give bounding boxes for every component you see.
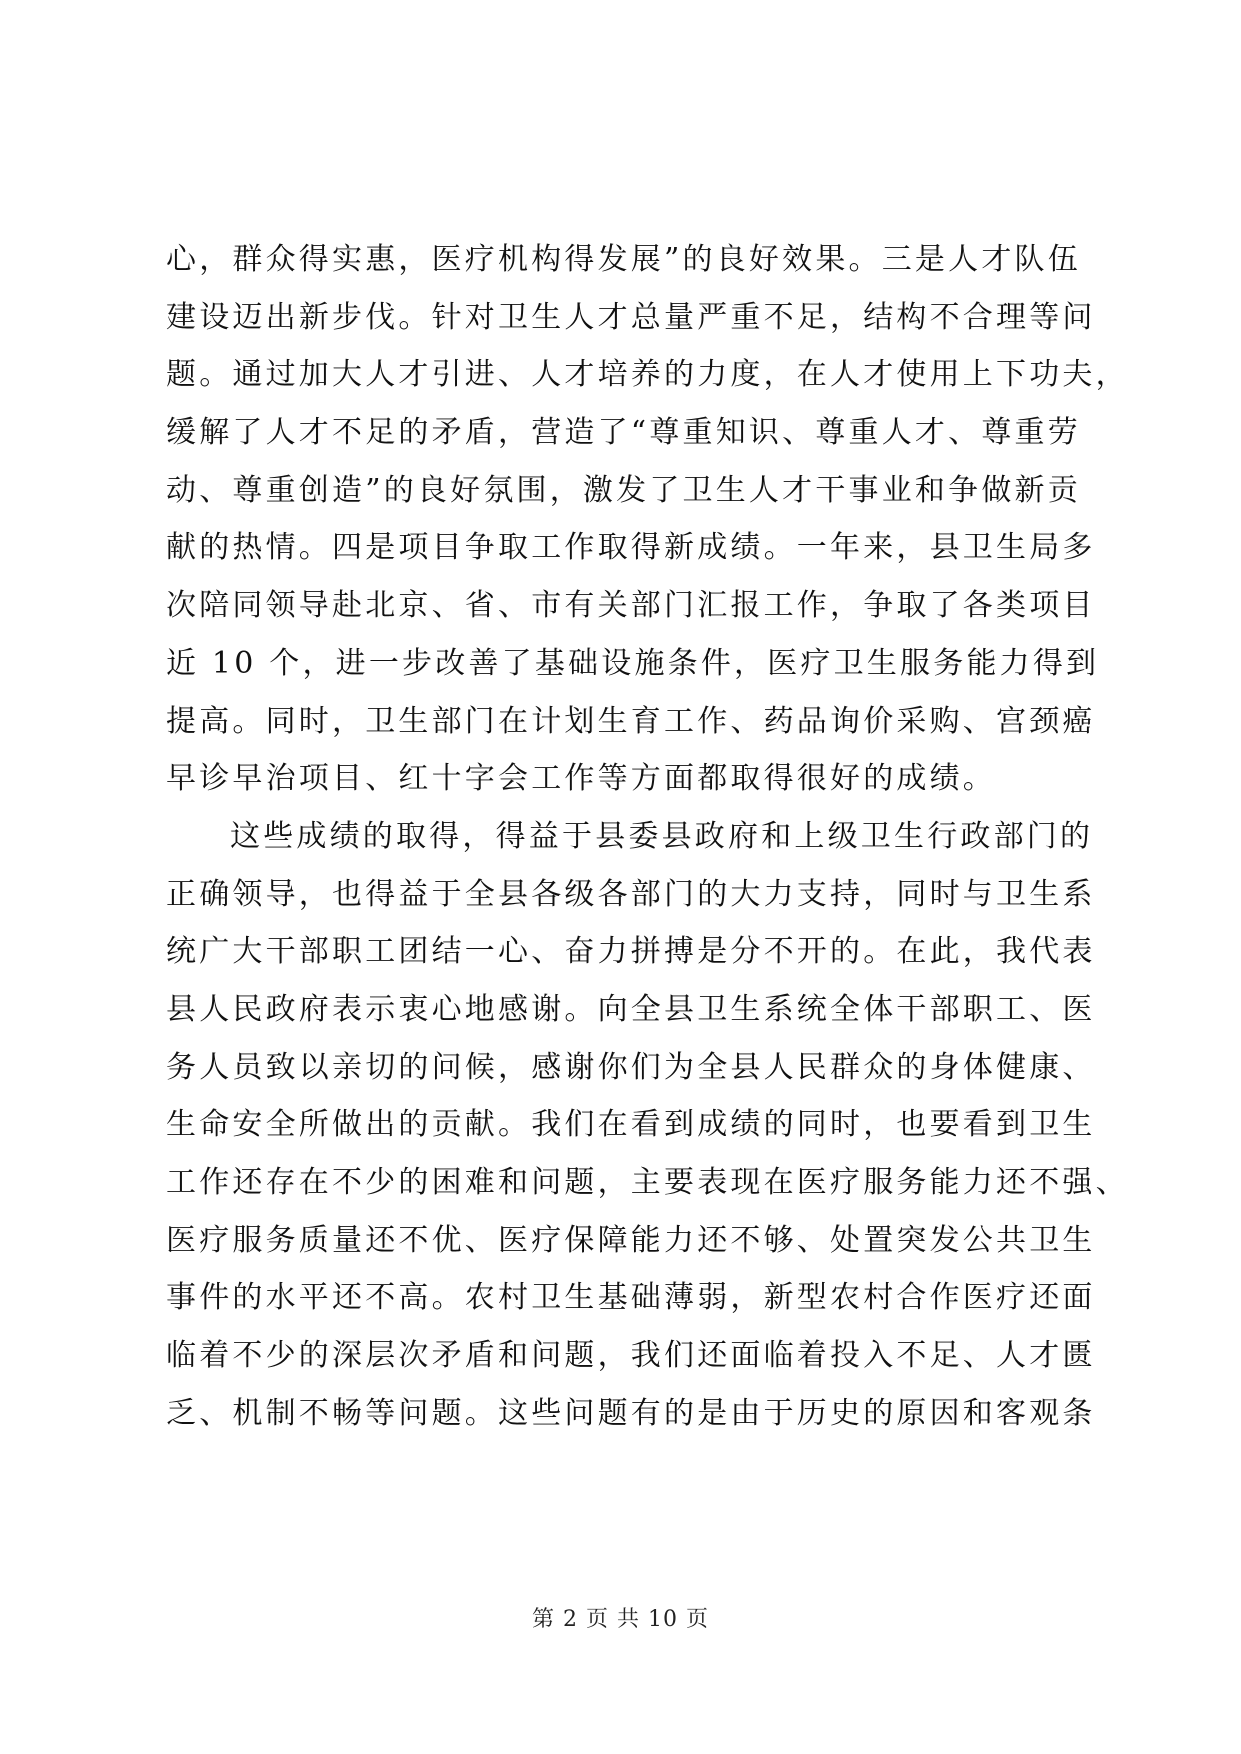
text-line: 缓解了人才不足的矛盾，营造了“尊重知识、尊重人才、尊重劳: [166, 415, 1081, 451]
text-line: 早诊早治项目、红十字会工作等方面都取得很好的成绩。: [166, 761, 996, 797]
text-line: 事件的水平还不高。农村卫生基础薄弱，新型农村合作医疗还面: [166, 1280, 1096, 1316]
text-line: 乏、机制不畅等问题。这些问题有的是由于历史的原因和客观条: [166, 1395, 1096, 1431]
text-line: 近 10 个，进一步改善了基础设施条件，医疗卫生服务能力得到: [166, 645, 1100, 681]
text-line: 临着不少的深层次矛盾和问题，我们还面临着投入不足、人才匮: [166, 1338, 1096, 1374]
page-number-footer: 第 2 页 共 10 页: [532, 1607, 709, 1632]
text-line: 医疗服务质量还不优、医疗保障能力还不够、处置突发公共卫生: [166, 1222, 1096, 1258]
text-line: 次陪同领导赴北京、省、市有关部门汇报工作，争取了各类项目: [166, 588, 1096, 624]
text-line: 生命安全所做出的贡献。我们在看到成绩的同时，也要看到卫生: [166, 1107, 1096, 1143]
text-line: 正确领导，也得益于全县各级各部门的大力支持，同时与卫生系: [166, 876, 1096, 912]
text-line: 统广大干部职工团结一心、奋力拼搏是分不开的。在此，我代表: [166, 934, 1096, 970]
body-text: [166, 231, 1129, 1442]
text-line: 提高。同时，卫生部门在计划生育工作、药品询价采购、宫颈癌: [166, 703, 1096, 739]
text-line: 务人员致以亲切的问候，感谢你们为全县人民群众的身体健康、: [166, 1049, 1096, 1085]
text-line: 题。通过加大人才引进、人才培养的力度，在人才使用上下功夫，: [166, 357, 1129, 393]
text-line: 心，群众得实惠，医疗机构得发展”的良好效果。三是人才队伍: [166, 242, 1081, 277]
text-line: 工作还存在不少的困难和问题，主要表现在医疗服务能力还不强、: [166, 1165, 1129, 1200]
text-line: 动、尊重创造”的良好氛围，激发了卫生人才干事业和争做新贡: [166, 472, 1081, 508]
text-line: 县人民政府表示衷心地感谢。向全县卫生系统全体干部职工、医: [166, 991, 1096, 1027]
paragraph-first-line: 这些成绩的取得，得益于县委县政府和上级卫生行政部门的: [230, 818, 1094, 854]
text-line: 建设迈出新步伐。针对卫生人才总量严重不足，结构不合理等问: [166, 299, 1096, 335]
text-line: 献的热情。四是项目争取工作取得新成绩。一年来，县卫生局多: [166, 530, 1096, 566]
